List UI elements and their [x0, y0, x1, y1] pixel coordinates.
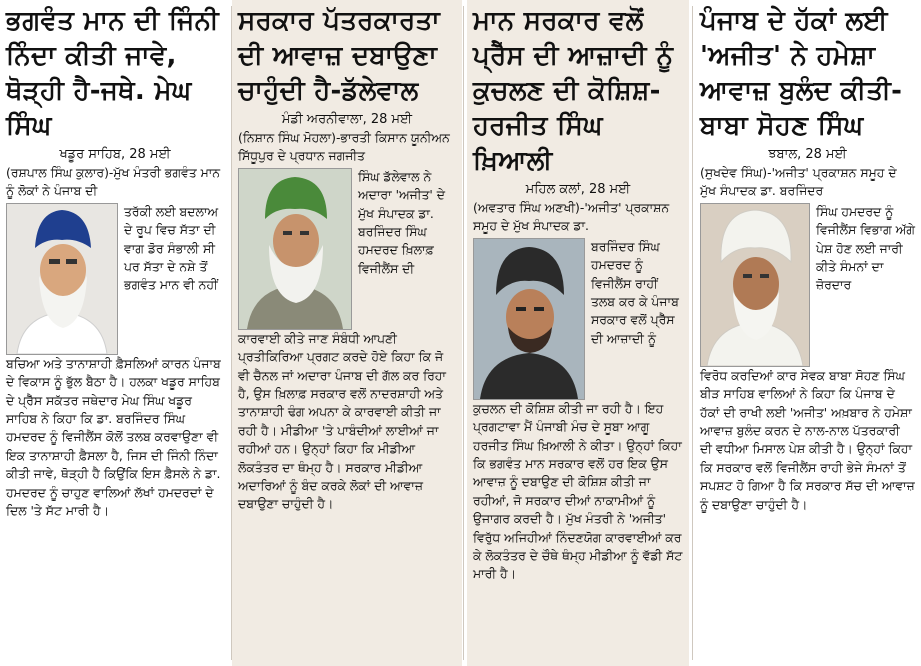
article-4-dateline: ਝਬਾਲ, 28 ਮਈ	[768, 147, 847, 162]
article-4-headline: ਪੰਜਾਬ ਦੇ ਹੱਕਾਂ ਲਈ 'ਅਜੀਤ' ਨੇ ਹਮੇਸ਼ਾ ਆਵਾਜ਼ ਬੁਲੰਦ ਕੀਤੀ-ਬਾਬਾ ਸੋਹਣ ਸਿੰਘ	[700, 6, 903, 141]
article-1-body: ਬਚਿਆ ਅਤੇ ਤਾਨਾਸ਼ਾਹੀ ਫ਼ੈਸਲਿਆਂ ਕਾਰਨ ਪੰਜਾਬ ਦੇ ਵਿਕਾਸ ਨੂੰ ਭੁੱਲ ਬੈਠਾ ਹੈ। ਹਲਕਾ ਖਡੂਰ ਸਾਹਿਬ ਦੇ ਪ੍ਰੈੱਸ ਸਕੱਤਰ ਜਥੇਦਾਰ ਮੇਘ ਸਿੰਘ ਖਡੂਰ ਸਾਹਿਬ ਨੇ ਕਿਹਾ ਕਿ ਡਾ. ਬਰਜਿੰਦਰ ਸਿੰਘ ਹਮਦਰਦ ਨੂੰ ਵਿਜੀਲੈਂਸ ਕੋਲੋਂ ਤਲਬ ਕਰਵਾਉਣਾ ਵੀ ਇਕ ਤਾਨਾਸ਼ਾਹੀ ਫ਼ੈਸਲਾ ਹੈ, ਜਿਸ ਦੀ ਜਿੰਨੀ ਨਿੰਦਾ ਕੀਤੀ ਜਾਵੇ, ਥੋੜ੍ਹੀ ਹੈ ਕਿਉਂਕਿ ਇਸ ਫ਼ੈਸਲੇ ਨੇ ਡਾ. ਹਮਦਰਦ ਨੂੰ ਚਾਹੁਣ ਵਾਲਿਆਂ ਲੱਖਾਂ ਹਮਦਰਦਾਂ ਦੇ ਦਿਲ 'ਤੇ ਸੱਟ ਮਾਰੀ ਹੈ।	[6, 355, 221, 519]
article-2-headline: ਸਰਕਾਰ ਪੱਤਰਕਾਰਤਾ ਦੀ ਆਵਾਜ਼ ਦਬਾਉਣਾ ਚਾਹੁੰਦੀ ਹੈ-ਡੱਲੇਵਾਲ	[238, 6, 440, 106]
article-4-intro: (ਸੁਖਦੇਵ ਸਿੰਘ)-'ਅਜੀਤ' ਪ੍ਰਕਾਸ਼ਨ ਸਮੂਹ ਦੇ ਮੁੱਖ ਸੰਪਾਦਕ ਡਾ. ਬਰਜਿੰਦਰ	[700, 165, 897, 199]
article-1-photo	[6, 203, 118, 355]
article-1-beside-text: ਤਰੱਕੀ ਲਈ ਬਦਲਾਅ ਦੇ ਰੂਪ ਵਿਚ ਸੱਤਾ ਦੀ ਵਾਗ ਡੋਰ ਸੰਭਾਲੀ ਸੀ ਪਰ ਸੱਤਾ ਦੇ ਨਸ਼ੇ ਤੋਂ ਭਗਵੰਤ ਮਾਨ ਵੀ ਨਹੀਂ	[124, 203, 219, 293]
article-4-body: ਵਿਰੋਧ ਕਰਦਿਆਂ ਕਾਰ ਸੇਵਕ ਬਾਬਾ ਸੋਹਣ ਸਿੰਘ ਬੀੜ ਸਾਹਿਬ ਵਾਲਿਆਂ ਨੇ ਕਿਹਾ ਕਿ ਪੰਜਾਬ ਦੇ ਹੱਕਾਂ ਦੀ ਰਾਖੀ ਲਈ 'ਅਜੀਤ' ਅਖ਼ਬਾਰ ਨੇ ਹਮੇਸ਼ਾ ਆਵਾਜ਼ ਬੁਲੰਦ ਕਰਨ ਦੇ ਨਾਲ-ਨਾਲ ਪੱਤਰਕਾਰੀ ਦੀ ਵਧੀਆ ਮਿਸਾਲ ਪੇਸ਼ ਕੀਤੀ ਹੈ। ਉਨ੍ਹਾਂ ਕਿਹਾ ਕਿ ਸਰਕਾਰ ਵਲੋਂ ਵਿਜੀਲੈਂਸ ਰਾਹੀ ਭੇਜੇ ਸੰਮਨਾਂ ਤੋਂ ਸਪਸ਼ਟ ਹੋ ਗਿਆ ਹੈ ਕਿ ਸਰਕਾਰ ਸੱਚ ਦੀ ਆਵਾਜ਼ ਨੂੰ ਦਬਾਉਣਾ ਚਾਹੁੰਦੀ ਹੈ।	[700, 367, 915, 512]
article-3-headline: ਮਾਨ ਸਰਕਾਰ ਵਲੋਂ ਪ੍ਰੈੱਸ ਦੀ ਆਜ਼ਾਦੀ ਨੂੰ ਕੁਚਲਣ ਦੀ ਕੋਸ਼ਿਸ਼-ਹਰਜੀਤ ਸਿੰਘ ਖ਼ਿਆਲੀ	[473, 6, 674, 176]
article-2-beside-text: ਸਿੰਘ ਡੱਲੇਵਾਲ ਨੇ ਅਦਾਰਾ 'ਅਜੀਤ' ਦੇ ਮੁੱਖ ਸੰਪਾਦਕ ਡਾ. ਬਰਜਿੰਦਰ ਸਿੰਘ ਹਮਦਰਦ ਖ਼ਿਲਾਫ਼ ਵਿਜੀਲੈਂਸ ਦੀ	[358, 168, 445, 276]
article-1-headline: ਭਗਵੰਤ ਮਾਨ ਦੀ ਜਿੰਨੀ ਨਿੰਦਾ ਕੀਤੀ ਜਾਵੇ, ਥੋੜ੍ਹੀ ਹੈ-ਜਥੇ. ਮੇਘ ਸਿੰਘ	[6, 6, 219, 141]
article-3-photo	[473, 238, 585, 400]
article-2-body: ਕਾਰਵਾਈ ਕੀਤੇ ਜਾਣ ਸੰਬੰਧੀ ਆਪਣੀ ਪ੍ਰਤੀਕਿਰਿਆ ਪ੍ਰਗਟ ਕਰਦੇ ਹੋਏ ਕਿਹਾ ਕਿ ਜੋ ਵੀ ਚੈਨਲ ਜਾਂ ਅਦਾਰਾ ਪੰਜਾਬ ਦੀ ਗੱਲ ਕਰ ਰਿਹਾ ਹੈ, ਉਸ ਖ਼ਿਲਾਫ਼ ਸਰਕਾਰ ਵਲੋਂ ਨਾਦਰਸ਼ਾਹੀ ਅਤੇ ਤਾਨਾਸ਼ਾਹੀ ਢੰਗ ਅਪਨਾ ਕੇ ਕਾਰਵਾਈ ਕੀਤੀ ਜਾ ਰਹੀ ਹੈ। ਮੀਡੀਆ 'ਤੇ ਪਾਬੰਦੀਆਂ ਲਾਈਆਂ ਜਾ ਰਹੀਆਂ ਹਨ। ਉਨ੍ਹਾਂ ਕਿਹਾ ਕਿ ਮੀਡੀਆ ਲੋਕਤੰਤਰ ਦਾ ਥੰਮ੍ਹ ਹੈ। ਸਰਕਾਰ ਮੀਡੀਆ ਅਦਾਰਿਆਂ ਨੂੰ ਬੰਦ ਕਰਕੇ ਲੋਕਾਂ ਦੀ ਆਵਾਜ਼ ਦਬਾਉਣਾ ਚਾਹੁੰਦੀ ਹੈ।	[238, 330, 446, 512]
article-3-body: ਕੁਚਲਨ ਦੀ ਕੋਸ਼ਿਸ਼ ਕੀਤੀ ਜਾ ਰਹੀ ਹੈ। ਇਹ ਪ੍ਰਗਟਾਵਾ ਮੈਂ ਪੰਜਾਬੀ ਮੰਚ ਦੇ ਸੂਬਾ ਆਗੂ ਹਰਜੀਤ ਸਿੰਘ ਖ਼ਿਆਲੀ ਨੇ ਕੀਤਾ। ਉਨ੍ਹਾਂ ਕਿਹਾ ਕਿ ਭਗਵੰਤ ਮਾਨ ਸਰਕਾਰ ਵਲੋਂ ਹਰ ਇਕ ਉਸ ਆਵਾਜ਼ ਨੂੰ ਦਬਾਉਣ ਦੀ ਕੋਸ਼ਿਸ਼ ਕੀਤੀ ਜਾ ਰਹੀਆਂ, ਜੋ ਸਰਕਾਰ ਦੀਆਂ ਨਾਕਾਮੀਆਂ ਨੂੰ ਉਜਾਗਰ ਕਰਦੀ ਹੈ। ਮੁੱਖ ਮੰਤਰੀ ਨੇ 'ਅਜੀਤ' ਵਿਰੁੱਧ ਅਜਿਹੀਆਂ ਨਿੰਦਣਯੋਗ ਕਾਰਵਾਈਆਂ ਕਰ ਕੇ ਲੋਕਤੰਤਰ ਦੇ ਚੌਥੇ ਥੰਮ੍ਹ ਮੀਡੀਆ ਨੂੰ ਵੱਡੀ ਸੱਟ ਮਾਰੀ ਹੈ।	[473, 400, 683, 582]
article-3-beside-text: ਬਰਜਿੰਦਰ ਸਿੰਘ ਹਮਦਰਦ ਨੂੰ ਵਿਜੀਲੈਂਸ ਰਾਹੀਂ ਤਲਬ ਕਰ ਕੇ ਪੰਜਾਬ ਸਰਕਾਰ ਵਲੋਂ ਪ੍ਰੈੱਸ ਦੀ ਆਜ਼ਾਦੀ ਨੂੰ	[591, 238, 679, 346]
article-4	[694, 0, 921, 666]
article-1-intro: (ਰਸ਼ਪਾਲ ਸਿੰਘ ਕੁਲਾਰ)-ਮੁੱਖ ਮੰਤਰੀ ਭਗਵੰਤ ਮਾਨ ਨੂੰ ਲੋਕਾਂ ਨੇ ਪੰਜਾਬ ਦੀ	[6, 165, 221, 199]
article-3-photo-row	[473, 238, 683, 400]
article-4-beside-text: ਸਿੰਘ ਹਮਦਰਦ ਨੂੰ ਵਿਜੀਲੈਂਸ ਵਿਭਾਗ ਅੱਗੇ ਪੇਸ਼ ਹੋਣ ਲਈ ਜਾਰੀ ਕੀਤੇ ਸੰਮਨਾਂ ਦਾ ਜ਼ੋਰਦਾਰ	[816, 203, 915, 293]
article-2-photo	[238, 168, 352, 330]
article-1	[0, 0, 230, 666]
article-3-dateline: ਮਹਿਲ ਕਲਾਂ, 28 ਮਈ	[525, 182, 631, 197]
article-4-photo	[700, 203, 810, 367]
column-divider	[463, 6, 464, 660]
article-2-dateline: ਮੰਡੀ ਅਰਨੀਵਾਲਾ, 28 ਮਈ	[281, 112, 413, 127]
article-2-intro: (ਨਿਸ਼ਾਨ ਸਿੰਘ ਮੋਹਲਾ)-ਭਾਰਤੀ ਕਿਸਾਨ ਯੂਨੀਅਨ ਸਿੱਧੂਪੁਰ ਦੇ ਪ੍ਰਧਾਨ ਜਗਜੀਤ	[238, 130, 450, 164]
article-1-dateline: ਖਡੂਰ ਸਾਹਿਬ, 28 ਮਈ	[59, 147, 171, 162]
column-divider	[692, 6, 693, 660]
article-3	[467, 0, 689, 666]
article-1-photo-row	[6, 203, 224, 355]
article-2-photo-row	[238, 168, 456, 330]
article-2	[232, 0, 462, 666]
article-4-photo-row	[700, 203, 915, 367]
article-3-intro: (ਅਵਤਾਰ ਸਿੰਘ ਅਣਖੀ)-'ਅਜੀਤ' ਪ੍ਰਕਾਸ਼ਨ ਸਮੂਹ ਦੇ ਮੁੱਖ ਸੰਪਾਦਕ ਡਾ.	[473, 200, 670, 234]
